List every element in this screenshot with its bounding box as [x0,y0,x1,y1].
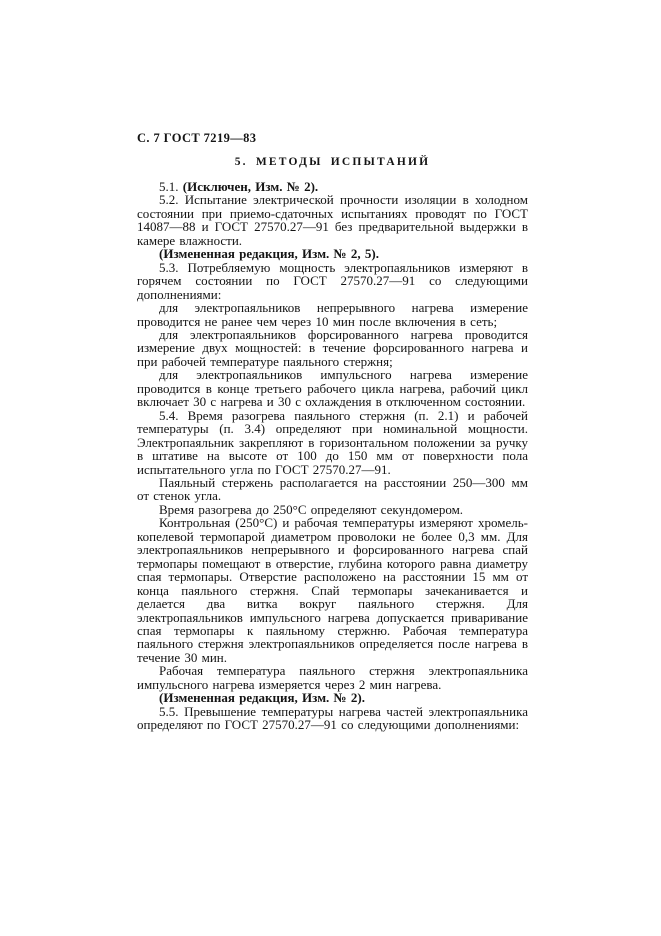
section-title: 5. МЕТОДЫ ИСПЫТАНИЙ [234,156,431,168]
paragraph-run: Рабочая температура паяльного стержня электропаяльника импульсного нагрева измеряется через 2 мин нагрева. [137,663,528,692]
paragraph [137,691,528,704]
paragraph [137,705,528,732]
paragraph [137,180,528,193]
paragraph-run: 5.1. [159,179,183,194]
paragraph-run: для электропаяльников непрерывного нагрева измерение проводится не ранее чем через 10 мин после включения в сеть; [137,300,528,329]
paragraph [137,261,528,301]
paragraph [137,301,528,328]
paragraph [137,516,528,664]
paragraph [137,193,528,247]
paragraph-run: для электропаяльников форсированного нагрева проводится измерение двух мощностей: в течение форсированного нагрева и при рабочей температуре паяльного стержня; [137,326,528,369]
paragraph [137,409,528,476]
page-header: С. 7 ГОСТ 7219—83 [137,131,257,145]
paragraph [137,664,528,691]
paragraph-run: Контрольная (250°С) и рабочая температуры измеряют хромель-копелевой термопарой диаметром проволоки не более 0,3 мм. Для электропаяльников непрерывного и форсированного нагрева спай термопары помещают в отверстие, глубина которого равна диаметру спая термопары. Отверстие расположено на расстоянии 15 мм от конца паяльного стержня. Спай термопары зачеканивается и делается два витка вокруг паяльного стержня. Для электропаяльников импульсного нагрева допускается приваривание спая термопары к паяльному стержню. Рабочая температура паяльного стержня электропаяльников определяется после нагрева в течение 30 мин. [137,515,528,665]
paragraph-run: 5.2. Испытание электрической прочности изоляции в холодном состоянии при приемо-сдаточных испытаниях проводят по ГОСТ 14087—88 и ГОСТ 27570.27—91 без предварительной выдержки в камере влажности. [137,192,528,248]
text-column [137,131,528,732]
paragraph-run: 5.3. Потребляемую мощность электропаяльников измеряют в горячем состоянии по ГОСТ 27570.27—91 со следующими дополнениями: [137,259,528,302]
paragraph-run-bold: (Измененная редакция, Изм. № 2, 5). [159,246,379,262]
paragraph-run: 5.4. Время разогрева паяльного стержня (п. 2.1) и рабочей температуры (п. 3.4) определяют при номинальной мощности. Электропаяльник закрепляют в горизонтальном положении за ручку в штативе на высоте от 100 до 150 мм от поверхности пола испытательного угла по ГОСТ 27570.27—91. [137,407,528,477]
paragraph [137,476,528,503]
paragraph-run: для электропаяльников импульсного нагрева измерение проводится в конце третьего рабочего цикла нагрева, рабочий цикл включает 30 с нагрева и 30 с охлаждения в отключенном состоянии. [137,367,528,410]
paragraph-run: 5.5. Превышение температуры нагрева частей электропаяльника определяют по ГОСТ 27570.27—91 со следующими дополнениями: [137,703,528,733]
paragraph [137,247,528,260]
paragraphs [137,180,528,732]
paragraph-run-bold: (Исключен, Изм. № 2). [182,179,319,194]
paragraph-run: Паяльный стержень располагается на расстоянии 250—300 мм от стенок угла. [137,474,528,504]
paragraph [137,503,528,516]
paragraph-run-bold: (Измененная редакция, Изм. № 2). [159,690,365,706]
paragraph [137,368,528,408]
paragraph [137,328,528,368]
paragraph-run: Время разогрева до 250°С определяют секундомером. [159,501,464,517]
